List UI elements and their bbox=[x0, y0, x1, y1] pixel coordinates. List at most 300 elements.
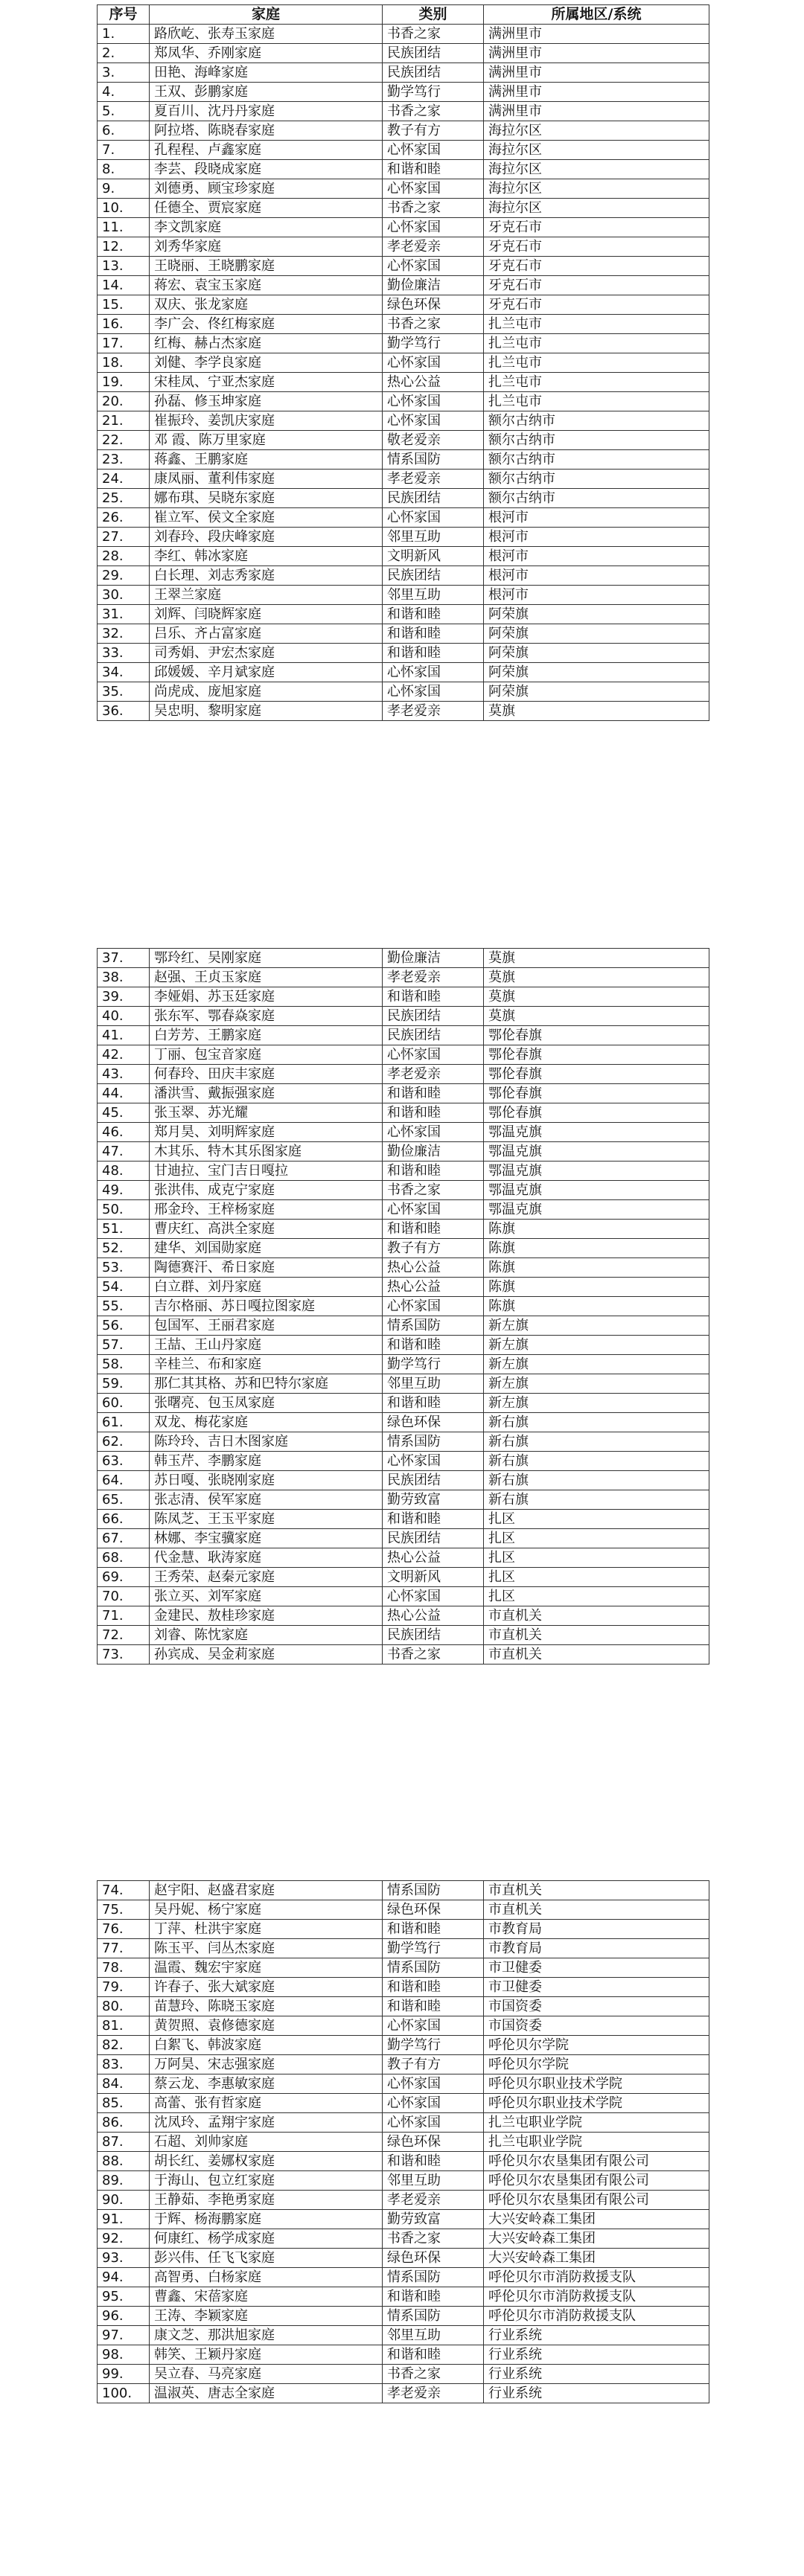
region: 鄂伦春旗 bbox=[484, 1026, 709, 1045]
category: 敬老爱亲 bbox=[383, 431, 484, 450]
family-name: 苗慧玲、陈晓玉家庭 bbox=[150, 1997, 383, 2016]
row-index: 39. bbox=[98, 987, 150, 1007]
family-name: 高蕾、张有哲家庭 bbox=[150, 2094, 383, 2113]
family-name: 崔立军、侯文全家庭 bbox=[150, 508, 383, 528]
table-row bbox=[98, 450, 709, 470]
row-index: 29. bbox=[98, 566, 150, 586]
region: 新左旗 bbox=[484, 1374, 709, 1394]
row-index: 78. bbox=[98, 1958, 150, 1978]
family-name: 陶德赛汗、希日家庭 bbox=[150, 1258, 383, 1278]
region: 新右旗 bbox=[484, 1490, 709, 1510]
table-row bbox=[98, 1355, 709, 1374]
region: 行业系统 bbox=[484, 2365, 709, 2384]
family-name: 李红、韩冰家庭 bbox=[150, 547, 383, 566]
category: 和谐和睦 bbox=[383, 1394, 484, 1413]
family-name: 韩玉芹、李鹏家庭 bbox=[150, 1452, 383, 1471]
region: 满洲里市 bbox=[484, 44, 709, 63]
row-index: 76. bbox=[98, 1920, 150, 1939]
row-index: 20. bbox=[98, 392, 150, 411]
family-name: 司秀娟、尹宏杰家庭 bbox=[150, 644, 383, 663]
category: 和谐和睦 bbox=[383, 160, 484, 179]
category: 心怀家国 bbox=[383, 1452, 484, 1471]
table-row bbox=[98, 1123, 709, 1142]
category: 和谐和睦 bbox=[383, 1920, 484, 1939]
region: 牙克石市 bbox=[484, 276, 709, 295]
region: 阿荣旗 bbox=[484, 605, 709, 624]
family-name: 苏日嘎、张晓刚家庭 bbox=[150, 1471, 383, 1490]
row-index: 38. bbox=[98, 968, 150, 987]
category: 和谐和睦 bbox=[383, 1336, 484, 1355]
family-name: 白长理、刘志秀家庭 bbox=[150, 566, 383, 586]
category: 民族团结 bbox=[383, 1471, 484, 1490]
table-row bbox=[98, 237, 709, 257]
region: 海拉尔区 bbox=[484, 179, 709, 199]
table-row bbox=[98, 949, 709, 968]
region: 根河市 bbox=[484, 566, 709, 586]
family-name: 张洪伟、成克宁家庭 bbox=[150, 1181, 383, 1200]
category: 情系国防 bbox=[383, 1432, 484, 1452]
family-name: 孙磊、修玉坤家庭 bbox=[150, 392, 383, 411]
category: 心怀家国 bbox=[383, 508, 484, 528]
category: 和谐和睦 bbox=[383, 1103, 484, 1123]
table-row bbox=[98, 44, 709, 63]
row-index: 54. bbox=[98, 1278, 150, 1297]
region: 根河市 bbox=[484, 547, 709, 566]
region: 额尔古纳市 bbox=[484, 431, 709, 450]
table-row bbox=[98, 392, 709, 411]
row-index: 5. bbox=[98, 102, 150, 121]
table-row bbox=[98, 987, 709, 1007]
category: 心怀家国 bbox=[383, 1045, 484, 1065]
family-name: 赵强、王贞玉家庭 bbox=[150, 968, 383, 987]
table-row bbox=[98, 1162, 709, 1181]
category: 和谐和睦 bbox=[383, 987, 484, 1007]
region: 呼伦贝尔职业技术学院 bbox=[484, 2074, 709, 2094]
table-row bbox=[98, 121, 709, 141]
table-row bbox=[98, 1510, 709, 1529]
row-index: 96. bbox=[98, 2307, 150, 2326]
row-index: 36. bbox=[98, 702, 150, 721]
region: 呼伦贝尔市消防救援支队 bbox=[484, 2268, 709, 2287]
family-name: 李芸、段晓成家庭 bbox=[150, 160, 383, 179]
header-category: 类别 bbox=[383, 5, 484, 25]
row-index: 31. bbox=[98, 605, 150, 624]
row-index: 91. bbox=[98, 2210, 150, 2229]
region: 鄂温克旗 bbox=[484, 1200, 709, 1220]
region: 新左旗 bbox=[484, 1394, 709, 1413]
row-index: 97. bbox=[98, 2326, 150, 2345]
row-index: 55. bbox=[98, 1297, 150, 1316]
category: 书香之家 bbox=[383, 1645, 484, 1665]
family-name: 吴立春、马亮家庭 bbox=[150, 2365, 383, 2384]
family-name: 路欣屹、张寿玉家庭 bbox=[150, 25, 383, 44]
region: 满洲里市 bbox=[484, 63, 709, 83]
family-name: 潘洪雪、戴振强家庭 bbox=[150, 1084, 383, 1103]
family-name: 邱媛媛、辛月斌家庭 bbox=[150, 663, 383, 682]
row-index: 11. bbox=[98, 218, 150, 237]
region: 额尔古纳市 bbox=[484, 411, 709, 431]
family-name: 沈凤玲、孟翔宇家庭 bbox=[150, 2113, 383, 2133]
category: 心怀家国 bbox=[383, 2074, 484, 2094]
row-index: 26. bbox=[98, 508, 150, 528]
family-name: 温淑英、唐志全家庭 bbox=[150, 2384, 383, 2403]
row-index: 35. bbox=[98, 682, 150, 702]
row-index: 15. bbox=[98, 295, 150, 315]
family-name: 王翠兰家庭 bbox=[150, 586, 383, 605]
row-index: 21. bbox=[98, 411, 150, 431]
table-row bbox=[98, 63, 709, 83]
family-name: 王涛、李颖家庭 bbox=[150, 2307, 383, 2326]
region: 新右旗 bbox=[484, 1413, 709, 1432]
family-table-part-3 bbox=[97, 1880, 709, 2403]
row-index: 27. bbox=[98, 528, 150, 547]
table-row bbox=[98, 2229, 709, 2249]
family-name: 白芳芳、王鹏家庭 bbox=[150, 1026, 383, 1045]
family-name: 白絮飞、韩波家庭 bbox=[150, 2036, 383, 2055]
family-name: 辛桂兰、布和家庭 bbox=[150, 1355, 383, 1374]
table-row bbox=[98, 257, 709, 276]
family-name: 刘秀华家庭 bbox=[150, 237, 383, 257]
row-index: 17. bbox=[98, 334, 150, 353]
table-row bbox=[98, 508, 709, 528]
family-name: 那仁其其格、苏和巴特尔家庭 bbox=[150, 1374, 383, 1394]
category: 和谐和睦 bbox=[383, 1978, 484, 1997]
category: 孝老爱亲 bbox=[383, 2384, 484, 2403]
region: 牙克石市 bbox=[484, 218, 709, 237]
table-row bbox=[98, 2326, 709, 2345]
row-index: 71. bbox=[98, 1606, 150, 1626]
family-name: 张志清、侯军家庭 bbox=[150, 1490, 383, 1510]
category: 和谐和睦 bbox=[383, 624, 484, 644]
family-name: 李广会、佟红梅家庭 bbox=[150, 315, 383, 334]
row-index: 93. bbox=[98, 2249, 150, 2268]
row-index: 88. bbox=[98, 2152, 150, 2171]
category: 民族团结 bbox=[383, 1626, 484, 1645]
family-name: 丁丽、包宝音家庭 bbox=[150, 1045, 383, 1065]
row-index: 7. bbox=[98, 141, 150, 160]
table-row bbox=[98, 1007, 709, 1026]
category: 绿色环保 bbox=[383, 2249, 484, 2268]
family-name: 郑凤华、乔刚家庭 bbox=[150, 44, 383, 63]
category: 情系国防 bbox=[383, 2268, 484, 2287]
family-name: 温霞、魏宏宇家庭 bbox=[150, 1958, 383, 1978]
family-name: 何春玲、田庆丰家庭 bbox=[150, 1065, 383, 1084]
table-row bbox=[98, 2036, 709, 2055]
region: 呼伦贝尔市消防救援支队 bbox=[484, 2287, 709, 2307]
family-name: 陈玲玲、吉日木图家庭 bbox=[150, 1432, 383, 1452]
family-name: 娜布琪、吴晓东家庭 bbox=[150, 489, 383, 508]
row-index: 69. bbox=[98, 1568, 150, 1587]
table-row bbox=[98, 1606, 709, 1626]
region: 海拉尔区 bbox=[484, 160, 709, 179]
table-row bbox=[98, 2210, 709, 2229]
region: 鄂伦春旗 bbox=[484, 1065, 709, 1084]
region: 莫旗 bbox=[484, 949, 709, 968]
table-row bbox=[98, 218, 709, 237]
region: 根河市 bbox=[484, 586, 709, 605]
region: 新左旗 bbox=[484, 1316, 709, 1336]
family-name: 张立买、刘军家庭 bbox=[150, 1587, 383, 1606]
region: 满洲里市 bbox=[484, 102, 709, 121]
category: 民族团结 bbox=[383, 63, 484, 83]
row-index: 94. bbox=[98, 2268, 150, 2287]
category: 孝老爱亲 bbox=[383, 2191, 484, 2210]
family-name: 曹鑫、宋蓓家庭 bbox=[150, 2287, 383, 2307]
row-index: 58. bbox=[98, 1355, 150, 1374]
family-name: 康凤丽、董利伟家庭 bbox=[150, 470, 383, 489]
region: 海拉尔区 bbox=[484, 141, 709, 160]
region: 呼伦贝尔学院 bbox=[484, 2055, 709, 2074]
category: 心怀家国 bbox=[383, 1587, 484, 1606]
category: 书香之家 bbox=[383, 315, 484, 334]
category: 和谐和睦 bbox=[383, 1510, 484, 1529]
region: 市教育局 bbox=[484, 1939, 709, 1958]
region: 呼伦贝尔农垦集团有限公司 bbox=[484, 2171, 709, 2191]
region: 满洲里市 bbox=[484, 25, 709, 44]
region: 鄂温克旗 bbox=[484, 1162, 709, 1181]
table-row bbox=[98, 2055, 709, 2074]
family-table-part-1 bbox=[97, 4, 709, 721]
family-name: 韩笑、王颖丹家庭 bbox=[150, 2345, 383, 2365]
family-name: 双龙、梅花家庭 bbox=[150, 1413, 383, 1432]
family-name: 郑月昊、刘明辉家庭 bbox=[150, 1123, 383, 1142]
region: 呼伦贝尔农垦集团有限公司 bbox=[484, 2191, 709, 2210]
table-row bbox=[98, 1142, 709, 1162]
family-name: 许春子、张大斌家庭 bbox=[150, 1978, 383, 1997]
row-index: 100. bbox=[98, 2384, 150, 2403]
family-name: 宋桂凤、宁亚杰家庭 bbox=[150, 373, 383, 392]
row-index: 75. bbox=[98, 1900, 150, 1920]
region: 新右旗 bbox=[484, 1452, 709, 1471]
family-name: 曹庆红、高洪全家庭 bbox=[150, 1220, 383, 1239]
category: 心怀家国 bbox=[383, 257, 484, 276]
row-index: 81. bbox=[98, 2016, 150, 2036]
category: 勤俭廉洁 bbox=[383, 949, 484, 968]
row-index: 87. bbox=[98, 2133, 150, 2152]
category: 和谐和睦 bbox=[383, 2345, 484, 2365]
row-index: 51. bbox=[98, 1220, 150, 1239]
table-row bbox=[98, 663, 709, 682]
table-row bbox=[98, 1065, 709, 1084]
table-row bbox=[98, 2307, 709, 2326]
region: 市直机关 bbox=[484, 1645, 709, 1665]
row-index: 60. bbox=[98, 1394, 150, 1413]
region: 大兴安岭森工集团 bbox=[484, 2210, 709, 2229]
region: 鄂伦春旗 bbox=[484, 1045, 709, 1065]
category: 勤劳致富 bbox=[383, 2210, 484, 2229]
region: 阿荣旗 bbox=[484, 682, 709, 702]
region: 牙克石市 bbox=[484, 295, 709, 315]
row-index: 85. bbox=[98, 2094, 150, 2113]
category: 勤学笃行 bbox=[383, 2036, 484, 2055]
region: 莫旗 bbox=[484, 702, 709, 721]
family-name: 甘迪拉、宝门吉日嘎拉 bbox=[150, 1162, 383, 1181]
family-name: 木其乐、特木其乐图家庭 bbox=[150, 1142, 383, 1162]
region: 鄂温克旗 bbox=[484, 1123, 709, 1142]
family-name: 王双、彭鹏家庭 bbox=[150, 83, 383, 102]
family-name: 代金慧、耿涛家庭 bbox=[150, 1548, 383, 1568]
table-row bbox=[98, 141, 709, 160]
table-row bbox=[98, 644, 709, 663]
row-index: 83. bbox=[98, 2055, 150, 2074]
category: 邻里互助 bbox=[383, 1374, 484, 1394]
category: 勤学笃行 bbox=[383, 1939, 484, 1958]
category: 情系国防 bbox=[383, 1316, 484, 1336]
category: 心怀家国 bbox=[383, 392, 484, 411]
region: 鄂温克旗 bbox=[484, 1181, 709, 1200]
region: 市卫健委 bbox=[484, 1978, 709, 1997]
table-body bbox=[98, 25, 709, 721]
category: 和谐和睦 bbox=[383, 2287, 484, 2307]
region: 额尔古纳市 bbox=[484, 489, 709, 508]
family-name: 鄂玲红、吴刚家庭 bbox=[150, 949, 383, 968]
table-header-row bbox=[98, 5, 709, 25]
table-row bbox=[98, 1258, 709, 1278]
table-row bbox=[98, 1900, 709, 1920]
region: 大兴安岭森工集团 bbox=[484, 2229, 709, 2249]
row-index: 4. bbox=[98, 83, 150, 102]
category: 勤学笃行 bbox=[383, 83, 484, 102]
category: 孝老爱亲 bbox=[383, 1065, 484, 1084]
table-row bbox=[98, 566, 709, 586]
table-row bbox=[98, 1978, 709, 1997]
row-index: 28. bbox=[98, 547, 150, 566]
table-body bbox=[98, 1881, 709, 2403]
table-row bbox=[98, 2016, 709, 2036]
region: 扎区 bbox=[484, 1568, 709, 1587]
family-name: 康文芝、那洪旭家庭 bbox=[150, 2326, 383, 2345]
category: 教子有方 bbox=[383, 2055, 484, 2074]
table-row bbox=[98, 1432, 709, 1452]
table-row bbox=[98, 2191, 709, 2210]
category: 心怀家国 bbox=[383, 1200, 484, 1220]
region: 扎兰屯市 bbox=[484, 392, 709, 411]
row-index: 43. bbox=[98, 1065, 150, 1084]
region: 市国资委 bbox=[484, 2016, 709, 2036]
family-name: 刘健、李学良家庭 bbox=[150, 353, 383, 373]
category: 心怀家国 bbox=[383, 218, 484, 237]
region: 扎区 bbox=[484, 1587, 709, 1606]
row-index: 32. bbox=[98, 624, 150, 644]
region: 鄂温克旗 bbox=[484, 1142, 709, 1162]
row-index: 80. bbox=[98, 1997, 150, 2016]
family-name: 蒋鑫、王鹏家庭 bbox=[150, 450, 383, 470]
row-index: 92. bbox=[98, 2229, 150, 2249]
row-index: 68. bbox=[98, 1548, 150, 1568]
row-index: 95. bbox=[98, 2287, 150, 2307]
category: 书香之家 bbox=[383, 2229, 484, 2249]
category: 孝老爱亲 bbox=[383, 702, 484, 721]
table-row bbox=[98, 1394, 709, 1413]
row-index: 25. bbox=[98, 489, 150, 508]
region: 新右旗 bbox=[484, 1432, 709, 1452]
category: 勤学笃行 bbox=[383, 334, 484, 353]
category: 勤俭廉洁 bbox=[383, 1142, 484, 1162]
category: 勤劳致富 bbox=[383, 1490, 484, 1510]
table-row bbox=[98, 1490, 709, 1510]
region: 市教育局 bbox=[484, 1920, 709, 1939]
category: 热心公益 bbox=[383, 373, 484, 392]
category: 心怀家国 bbox=[383, 682, 484, 702]
row-index: 52. bbox=[98, 1239, 150, 1258]
region: 根河市 bbox=[484, 528, 709, 547]
table-row bbox=[98, 1413, 709, 1432]
table-row bbox=[98, 2365, 709, 2384]
table-row bbox=[98, 373, 709, 392]
table-row bbox=[98, 1587, 709, 1606]
family-name: 李文凯家庭 bbox=[150, 218, 383, 237]
table-row bbox=[98, 2152, 709, 2171]
row-index: 48. bbox=[98, 1162, 150, 1181]
region: 陈旗 bbox=[484, 1278, 709, 1297]
family-name: 任德全、贾宸家庭 bbox=[150, 199, 383, 218]
region: 市直机关 bbox=[484, 1606, 709, 1626]
region: 行业系统 bbox=[484, 2384, 709, 2403]
row-index: 47. bbox=[98, 1142, 150, 1162]
table-row bbox=[98, 353, 709, 373]
region: 扎区 bbox=[484, 1510, 709, 1529]
category: 邻里互助 bbox=[383, 586, 484, 605]
table-row bbox=[98, 276, 709, 295]
row-index: 62. bbox=[98, 1432, 150, 1452]
region: 陈旗 bbox=[484, 1297, 709, 1316]
region: 市直机关 bbox=[484, 1881, 709, 1900]
family-name: 邢金玲、王梓杨家庭 bbox=[150, 1200, 383, 1220]
region: 行业系统 bbox=[484, 2326, 709, 2345]
table-row bbox=[98, 2287, 709, 2307]
region: 新左旗 bbox=[484, 1355, 709, 1374]
category: 和谐和睦 bbox=[383, 1162, 484, 1181]
table-row bbox=[98, 1529, 709, 1548]
region: 扎区 bbox=[484, 1529, 709, 1548]
category: 和谐和睦 bbox=[383, 1220, 484, 1239]
row-index: 79. bbox=[98, 1978, 150, 1997]
table-row bbox=[98, 1336, 709, 1355]
row-index: 74. bbox=[98, 1881, 150, 1900]
family-name: 李娅娟、苏玉廷家庭 bbox=[150, 987, 383, 1007]
family-name: 双庆、张龙家庭 bbox=[150, 295, 383, 315]
category: 心怀家国 bbox=[383, 179, 484, 199]
category: 绿色环保 bbox=[383, 295, 484, 315]
category: 绿色环保 bbox=[383, 2133, 484, 2152]
category: 孝老爱亲 bbox=[383, 470, 484, 489]
category: 教子有方 bbox=[383, 1239, 484, 1258]
family-name: 黄贺照、袁修德家庭 bbox=[150, 2016, 383, 2036]
row-index: 67. bbox=[98, 1529, 150, 1548]
row-index: 63. bbox=[98, 1452, 150, 1471]
table-row bbox=[98, 2171, 709, 2191]
row-index: 82. bbox=[98, 2036, 150, 2055]
family-name: 吴忠明、黎明家庭 bbox=[150, 702, 383, 721]
row-index: 13. bbox=[98, 257, 150, 276]
region: 市国资委 bbox=[484, 1997, 709, 2016]
table-row bbox=[98, 2094, 709, 2113]
category: 民族团结 bbox=[383, 1529, 484, 1548]
region: 扎兰屯市 bbox=[484, 373, 709, 392]
row-index: 18. bbox=[98, 353, 150, 373]
family-name: 王秀荣、赵秦元家庭 bbox=[150, 1568, 383, 1587]
category: 情系国防 bbox=[383, 1881, 484, 1900]
row-index: 22. bbox=[98, 431, 150, 450]
row-index: 30. bbox=[98, 586, 150, 605]
family-name: 于辉、杨海鹏家庭 bbox=[150, 2210, 383, 2229]
family-name: 胡长红、姜娜权家庭 bbox=[150, 2152, 383, 2171]
table-row bbox=[98, 160, 709, 179]
region: 扎兰屯市 bbox=[484, 315, 709, 334]
table-row bbox=[98, 295, 709, 315]
region: 新右旗 bbox=[484, 1471, 709, 1490]
family-name: 张玉翠、苏光耀 bbox=[150, 1103, 383, 1123]
